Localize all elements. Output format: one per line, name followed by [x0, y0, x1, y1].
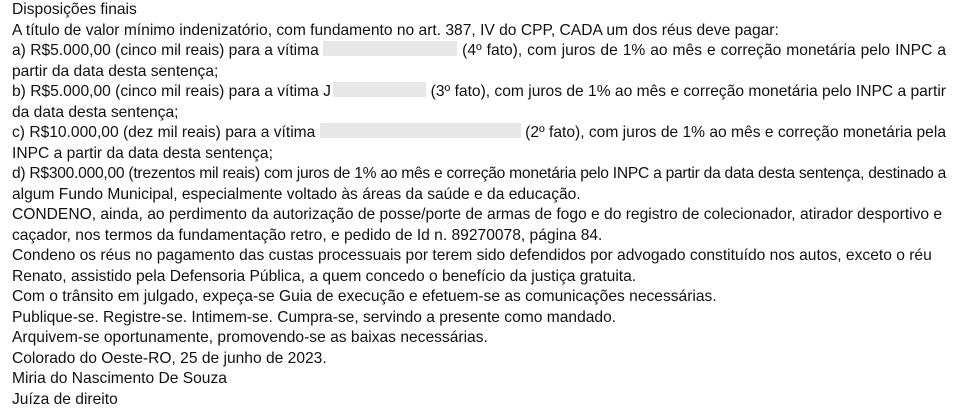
condeno-line1: CONDENO, ainda, ao perdimento da autorização de posse/porte de armas de fogo e do registro de colecionador, atirador desportivo e [12, 206, 943, 223]
custas-line2: Renato, assistido pela Defensoria Pública, a quem concedo o benefício da justiça gratuita. [12, 267, 637, 285]
intro-paragraph: A título de valor mínimo indenizatório, com fundamento no art. 387, IV do CPP, CADA um dos réus deve pagar: [12, 21, 779, 39]
redacted-victim-name-a [323, 41, 457, 56]
signatory-name: Miria do Nascimento De Souza [12, 370, 227, 387]
item-b-line1 [12, 82, 946, 103]
redacted-victim-name-c [320, 123, 521, 138]
condeno-line2: caçador, nos termos da fundamentação retro, e pedido de Id n. 89270078, página 84. [12, 226, 603, 244]
item-d-line2: algum Fundo Municipal, especialmente voltado às áreas da saúde e da educação. [12, 185, 581, 203]
item-c-line2: INPC a partir da data desta sentença; [12, 144, 273, 162]
victim-initial-b: J [323, 83, 331, 100]
item-c-before: c) R$10.000,00 (dez mil reais) para a vítima [12, 124, 320, 141]
section-title: Disposições finais [12, 1, 137, 18]
transito-paragraph: Com o trânsito em julgado, expeça-se Guia de execução e efetuem-se as comunicações necessárias. [12, 288, 717, 305]
signatory-role: Juíza de direito [12, 390, 118, 408]
item-a-after: (4º fato), com juros de 1% ao mês e correção monetária pelo INPC a [457, 42, 946, 59]
item-a-before: a) R$5.000,00 (cinco mil reais) para a vítima [12, 42, 324, 59]
item-b-before: b) R$5.000,00 (cinco mil reais) para a vítima [12, 83, 324, 100]
redacted-victim-name-b [333, 82, 426, 97]
item-d-line1: d) R$300.000,00 (trezentos mil reais) com juros de 1% ao mês e correção monetária pelo INPC a partir da data desta sentença, destinado a [12, 165, 947, 182]
publique-paragraph: Publique-se. Registre-se. Intimem-se. Cumpra-se, servindo a presente como mandado. [12, 308, 617, 326]
item-c-line1 [12, 123, 946, 144]
item-c-after: (2º fato), com juros de 1% ao mês e correção monetária pela [520, 124, 946, 141]
custas-line1: Condeno os réus no pagamento das custas processuais por terem sido defendidos por advogado constituído nos autos, exceto o réu [12, 247, 932, 264]
item-a-line1 [12, 41, 946, 62]
item-b-line2: da data desta sentença; [12, 103, 179, 121]
item-b-after: (3º fato), com juros de 1% ao mês e correção monetária pelo INPC a partir [426, 83, 946, 100]
arquivem-paragraph: Arquivem-se oportunamente, promovendo-se as baixas necessárias. [12, 329, 488, 346]
place-and-date: Colorado do Oeste-RO, 25 de junho de 2023. [12, 349, 327, 367]
item-a-line2: partir da data desta sentença; [12, 62, 219, 80]
